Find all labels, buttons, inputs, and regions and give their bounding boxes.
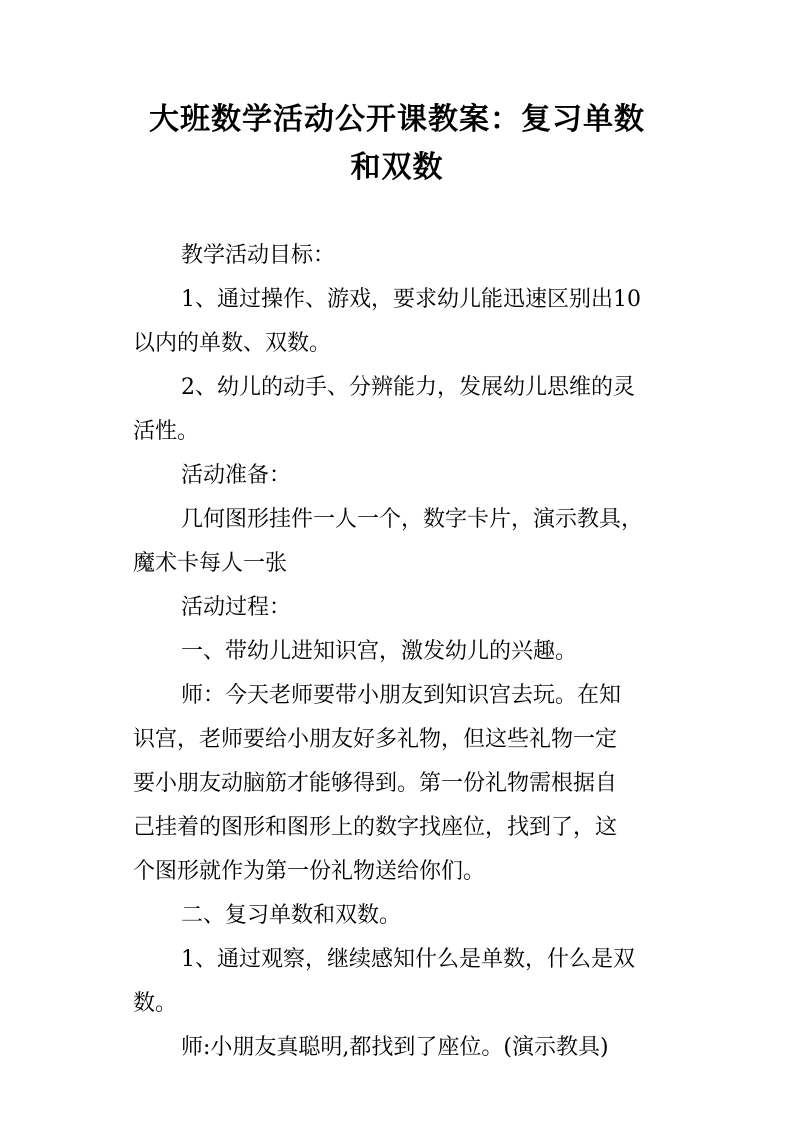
text-line: 一、带幼儿进知识宫，激发幼儿的兴趣。 — [181, 639, 578, 664]
document-title — [0, 96, 794, 192]
paragraph-objective-1 — [133, 278, 663, 366]
text-line: 师:小朋友真聪明,都找到了座位。(演示教具) — [181, 1035, 609, 1060]
title-line-1: 大班数学活动公开课教案：复习单数 — [149, 102, 645, 137]
text-line: 以内的单数、双数。 — [133, 331, 332, 356]
text-line: 师：今天老师要带小朋友到知识宫去玩。在知 — [181, 683, 622, 708]
text-line: 识宫，老师要给小朋友好多礼物，但这些礼物一定 — [133, 727, 618, 752]
document-body — [133, 234, 663, 1070]
paragraph-teacher-speech-1 — [133, 674, 663, 894]
paragraph-preparation-items — [133, 498, 663, 586]
text-line: 活动过程： — [181, 595, 292, 620]
text-line: 活性。 — [133, 419, 200, 444]
text-line: 数。 — [133, 991, 178, 1016]
text-line: 二、复习单数和双数。 — [181, 903, 402, 928]
text-line: 活动准备： — [181, 463, 292, 488]
text-line: 己挂着的图形和图形上的数字找座位，找到了，这 — [133, 815, 618, 840]
paragraph-step-2 — [133, 894, 663, 938]
text-line: 个图形就作为第一份礼物送给你们。 — [133, 859, 486, 884]
title-line-2: 和双数 — [350, 150, 444, 185]
paragraph-step-1 — [133, 630, 663, 674]
paragraph-process-heading — [133, 586, 663, 630]
text-line: 几何图形挂件一人一个，数字卡片，演示教具， — [181, 507, 644, 532]
paragraph-objective-2 — [133, 366, 663, 454]
paragraph-teacher-speech-2 — [133, 1026, 663, 1070]
paragraph-observation — [133, 938, 663, 1026]
paragraph-objectives-heading — [133, 234, 663, 278]
text-line: 魔术卡每人一张 — [133, 551, 288, 576]
text-line: 2、幼儿的动手、分辨能力，发展幼儿思维的灵 — [181, 375, 635, 400]
text-line: 教学活动目标： — [181, 243, 336, 268]
paragraph-preparation-heading — [133, 454, 663, 498]
text-line: 1、通过操作、游戏，要求幼儿能迅速区别出10 — [181, 287, 641, 312]
text-line: 1、通过观察，继续感知什么是单数，什么是双 — [181, 947, 635, 972]
text-line: 要小朋友动脑筋才能够得到。第一份礼物需根据自 — [133, 771, 618, 796]
